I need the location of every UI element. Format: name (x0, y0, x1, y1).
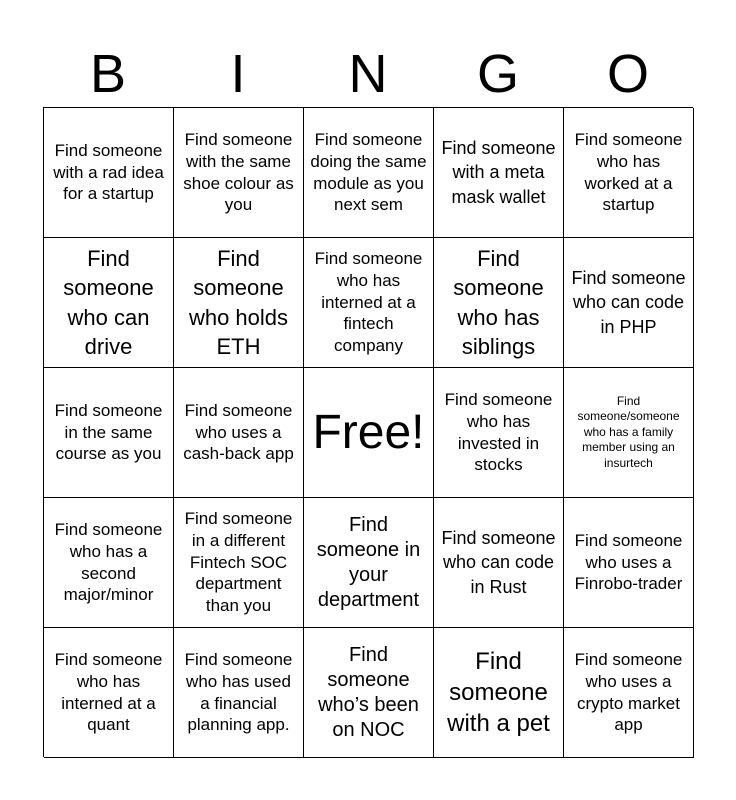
bingo-cell[interactable]: Find someone with a pet (434, 628, 564, 758)
header-letter-i: I (230, 44, 246, 104)
header-letter-g: G (476, 44, 519, 104)
bingo-cell[interactable]: Find someone who has siblings (434, 238, 564, 368)
bingo-cell[interactable]: Find someone who can code in Rust (434, 498, 564, 628)
bingo-cell[interactable]: Find someone with the same shoe colour as you (174, 108, 304, 238)
bingo-cell[interactable]: Find someone with a meta mask wallet (434, 108, 564, 238)
bingo-cell[interactable]: Find someone who has a second major/minor (44, 498, 174, 628)
bingo-cell[interactable]: Find someone in a different Fintech SOC department than you (174, 498, 304, 628)
bingo-cell[interactable]: Find someone who can code in PHP (564, 238, 694, 368)
bingo-cell[interactable]: Find someone doing the same module as you next sem (304, 108, 434, 238)
bingo-cell[interactable]: Find someone who has interned at a fintech company (304, 238, 434, 368)
bingo-board (43, 107, 693, 757)
header-letter-n: N (348, 44, 388, 104)
bingo-cell[interactable]: Find someone in your department (304, 498, 434, 628)
bingo-cell[interactable]: Find someone who has invested in stocks (434, 368, 564, 498)
bingo-cell[interactable]: Find someone who has used a financial planning app. (174, 628, 304, 758)
bingo-cell[interactable]: Find someone who has interned at a quant (44, 628, 174, 758)
bingo-cell[interactable]: Find someone/someone who has a family member using an insurtech (564, 368, 694, 498)
bingo-cell[interactable]: Find someone with a rad idea for a startup (44, 108, 174, 238)
free-space-cell[interactable]: Free! (304, 368, 434, 498)
bingo-cell[interactable]: Find someone in the same course as you (44, 368, 174, 498)
bingo-cell[interactable]: Find someone who can drive (44, 238, 174, 368)
bingo-cell[interactable]: Find someone who uses a Finrobo-trader (564, 498, 694, 628)
bingo-cell[interactable]: Find someone who’s been on NOC (304, 628, 434, 758)
bingo-cell[interactable]: Find someone who uses a crypto market app (564, 628, 694, 758)
bingo-cell[interactable]: Find someone who holds ETH (174, 238, 304, 368)
bingo-header (43, 40, 693, 108)
bingo-cell[interactable]: Find someone who has worked at a startup (564, 108, 694, 238)
header-letter-b: B (89, 44, 127, 104)
bingo-cell[interactable]: Find someone who uses a cash-back app (174, 368, 304, 498)
header-letter-o: O (606, 44, 649, 104)
